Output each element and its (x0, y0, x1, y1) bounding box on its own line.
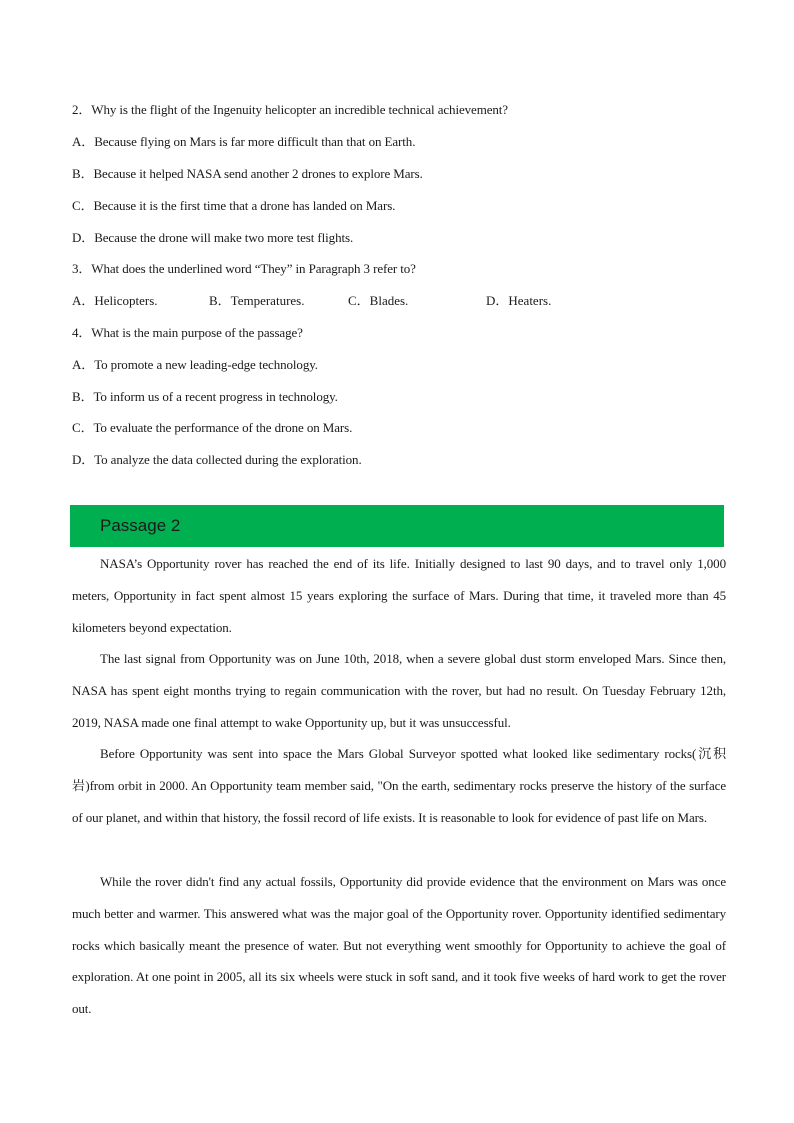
question-4-stem: 4．What is the main purpose of the passage? (72, 325, 303, 340)
passage-title: Passage 2 (100, 516, 181, 535)
question-2-option-c: C．Because it is the first time that a drone has landed on Mars. (72, 198, 396, 213)
question-4-option-c: C．To evaluate the performance of the drone on Mars. (72, 420, 353, 435)
question-3-stem: 3．What does the underlined word “They” in Paragraph 3 refer to? (72, 261, 416, 276)
question-4-option-b: B．To inform us of a recent progress in technology. (72, 389, 338, 404)
passage-paragraph-4: While the rover didn't find any actual fossils, Opportunity did provide evidence that the environment on Mars was once much better and warmer. This answered what was the major goal of the Opportunity rover. Opportunity identified sedimentary rocks which basically meant the presence of water. But not everything went smoothly for Opportunity to achieve the goal of exploration. At one point in 2005, all its six wheels were stuck in soft sand, and it took five weeks of hard work to get the rover out. (72, 874, 726, 1017)
question-3-option-c: C．Blades. (348, 293, 409, 308)
question-3-option-d: D．Heaters. (486, 293, 552, 308)
question-4-option-a: A．To promote a new leading-edge technology. (72, 357, 318, 372)
question-4-option-d: D．To analyze the data collected during the exploration. (72, 452, 362, 467)
question-2-option-a: A．Because flying on Mars is far more difficult than that on Earth. (72, 134, 416, 149)
question-2-option-b: B．Because it helped NASA send another 2 drones to explore Mars. (72, 166, 423, 181)
passage-paragraph-1: NASA’s Opportunity rover has reached the end of its life. Initially designed to last 90 days, and to travel only 1,000 meters, Opportunity in fact spent almost 15 years exploring the surface of Mars. During that time, it traveled more than 45 kilometers beyond expectation. (72, 556, 726, 635)
question-2-option-d: D．Because the drone will make two more test flights. (72, 230, 354, 245)
question-2-stem: 2．Why is the flight of the Ingenuity helicopter an incredible technical achievement? (72, 102, 508, 117)
passage-banner (70, 505, 724, 547)
question-3-option-a: A．Helicopters. (72, 293, 158, 308)
question-3-option-b: B．Temperatures. (209, 293, 305, 308)
question-3-options (72, 292, 722, 310)
passage-paragraph-2: The last signal from Opportunity was on June 10th, 2018, when a severe global dust storm enveloped Mars. Since then, NASA has spent eight months trying to regain communication with the rover, but had no result. On Tuesday February 12th, 2019, NASA made one final attempt to wake Opportunity up, but it was unsuccessful. (72, 651, 726, 730)
passage-paragraph-3: Before Opportunity was sent into space the Mars Global Surveyor spotted what looked like sedimentary rocks(沉积岩)from orbit in 2000. An Opportunity team member said, "On the earth, sedimentary rocks preserve the history of the surface of our planet, and within that history, the fossil record of life exists. It is reasonable to look for evidence of past life on Mars. (72, 746, 726, 825)
